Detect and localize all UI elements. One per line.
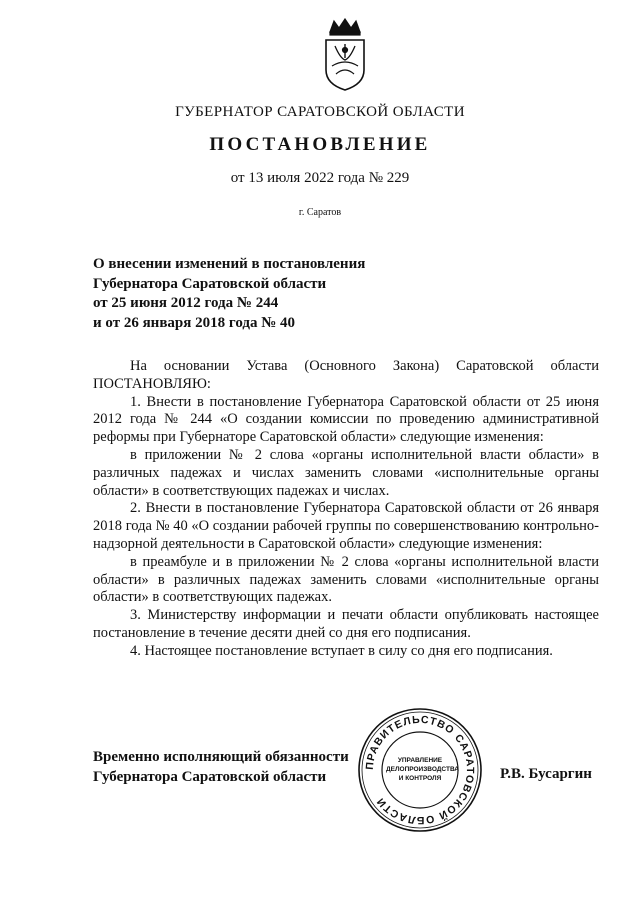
body-paragraph: 4. Настоящее постановление вступает в силу со дня его подписания. <box>130 642 553 659</box>
subject-line: О внесении изменений в постановления <box>93 256 366 272</box>
seal-center-line: И КОНТРОЛЯ <box>398 775 442 782</box>
seal-center-line: ДЕЛОПРОИЗВОДСТВА <box>386 766 460 773</box>
body-paragraph: 2. Внести в постановление Губернатора Саратовской области от 26 января 2018 года № 40 «О создании рабочей группы по совершенствованию контрольно-надзорной деятельности в Саратовской области» следующие изменения: <box>93 500 599 552</box>
svg-text:ПРАВИТЕЛЬСТВО САРАТОВСКОЙ ОБЛА: ПРАВИТЕЛЬСТВО САРАТОВСКОЙ ОБЛАСТИ <box>363 713 477 827</box>
subject-line: Губернатора Саратовской области <box>93 275 327 292</box>
subject-line: от 25 июня 2012 года № 244 <box>93 295 279 311</box>
signatory-position-line: Губернатора Саратовской области <box>93 768 327 785</box>
signatory-position-line: Временно исполняющий обязанности <box>93 749 349 765</box>
signatory-name: Р.В. Бусаргин <box>500 766 592 782</box>
document-date-number: от 13 июля 2022 года № 229 <box>230 170 410 186</box>
seal-center-line: УПРАВЛЕНИЕ <box>397 757 443 764</box>
body-paragraph: в преамбуле и в приложении № 2 слова «органы исполнительной власти области» в различных падежах заменить словами «исполнительные органы области» в соответствующих падежах. <box>93 553 599 606</box>
document-type-title: ПОСТАНОВЛЕНИЕ <box>209 134 431 155</box>
document-subject <box>93 255 453 333</box>
body-paragraph: 3. Министерству информации и печати области опубликовать настоящее постановление в течение десяти дней со дня его подписания. <box>93 607 599 641</box>
body-paragraph: в приложении № 2 слова «органы исполнительной власти области» в различных падежах и числах заменить словами «исполнительные органы области» в соответствующих падежах и числах. <box>93 446 599 499</box>
document-body <box>93 358 599 661</box>
seal-center-text <box>386 756 460 783</box>
issuing-authority: ГУБЕРНАТОР САРАТОВСКОЙ ОБЛАСТИ <box>175 104 465 120</box>
body-paragraph: На основании Устава (Основного Закона) Саратовской области ПОСТАНОВЛЯЮ: <box>93 358 599 392</box>
subject-line: и от 26 января 2018 года № 40 <box>93 314 296 331</box>
body-paragraph: 1. Внести в постановление Губернатора Саратовской области от 25 июня 2012 года № 244 «О создании комиссии по проведению административной реформы при Губернаторе Саратовской области» следующие изменения: <box>93 393 599 446</box>
document-city: г. Саратов <box>298 207 342 218</box>
coat-of-arms-icon <box>322 18 368 92</box>
signatory-position <box>93 748 383 787</box>
